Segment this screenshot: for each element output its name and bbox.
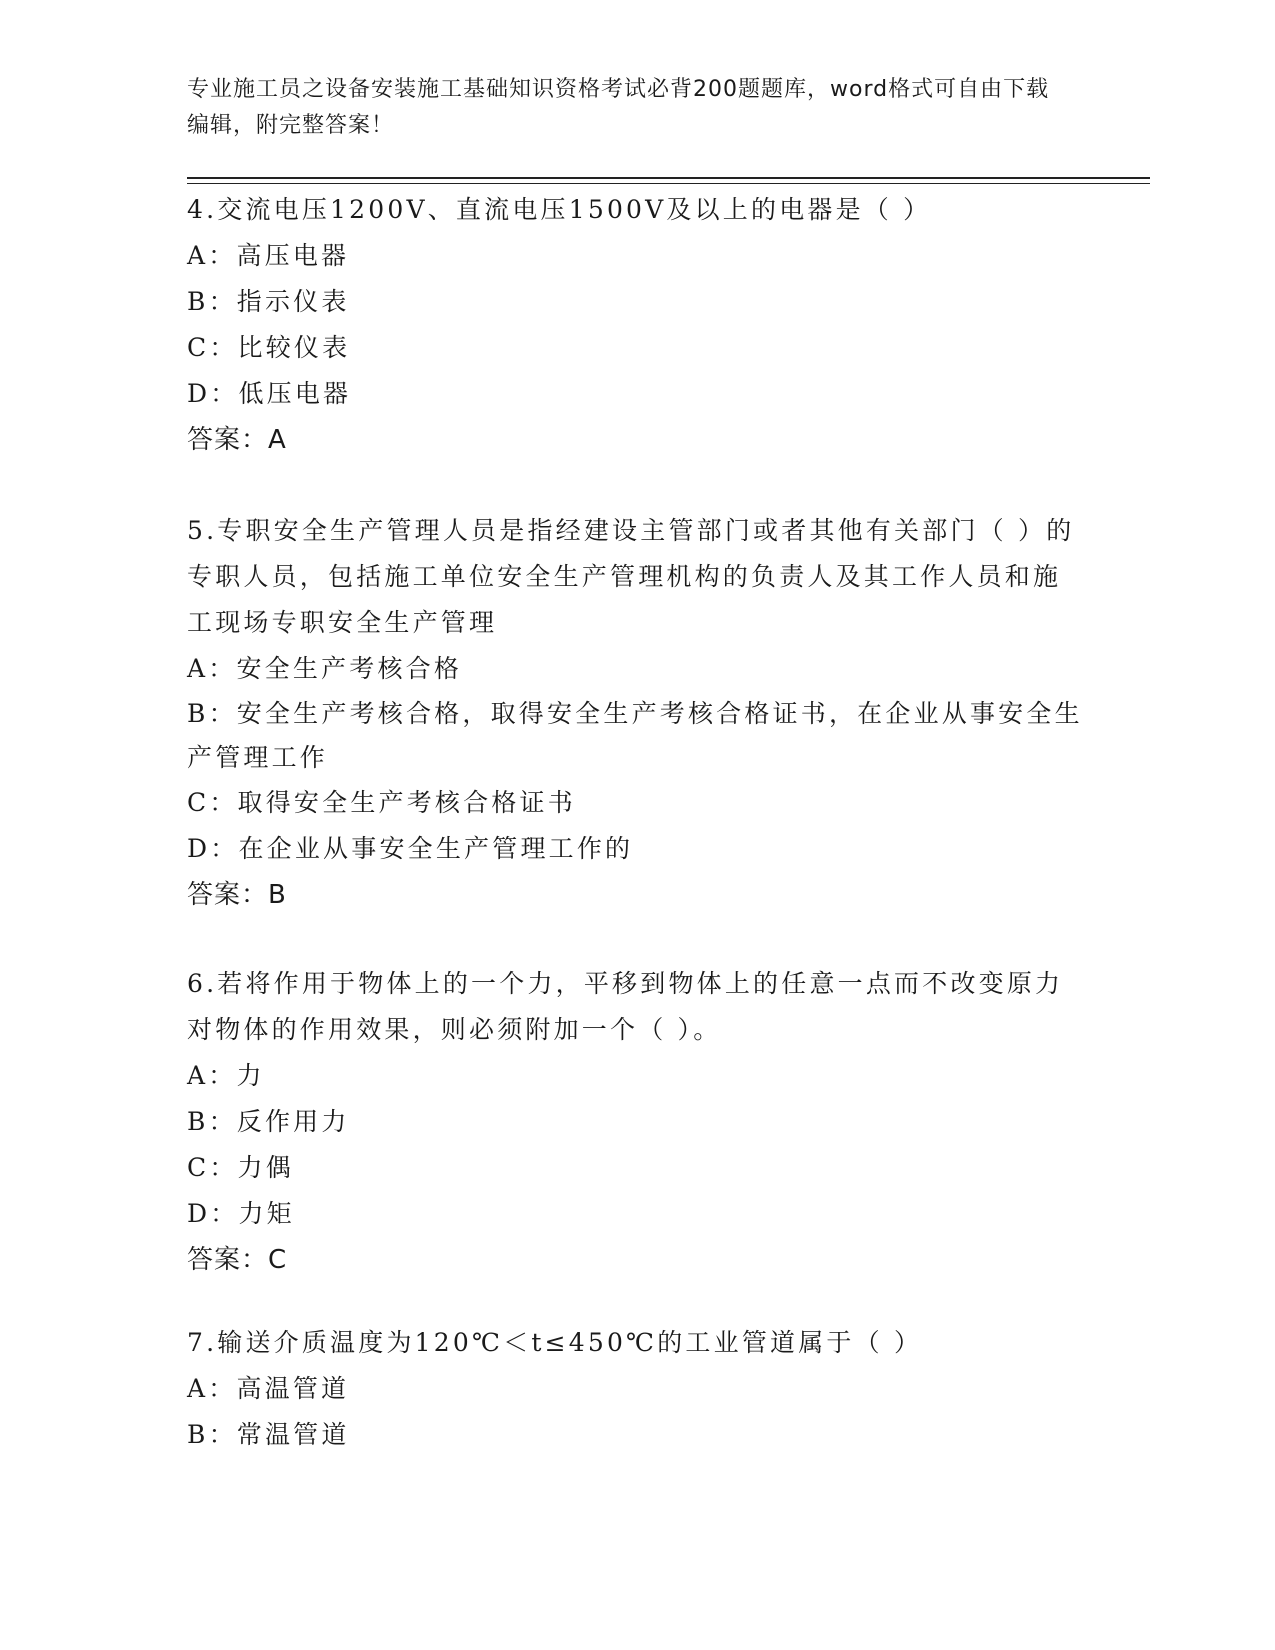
question-6	[187, 961, 1087, 1283]
header-divider	[187, 177, 1150, 179]
option-a: A：安全生产考核合格	[187, 654, 463, 683]
option-b: B：安全生产考核合格，取得安全生产考核合格证书，在企业从事安全生产管理工作	[187, 699, 1083, 772]
option-d: D：低压电器	[187, 379, 352, 408]
option-a: A：力	[187, 1061, 265, 1090]
option-d: D：力矩	[187, 1199, 295, 1228]
option-d: D：在企业从事安全生产管理工作的	[187, 834, 634, 863]
option-c: C：力偶	[187, 1153, 294, 1182]
question-stem: 6.若将作用于物体上的一个力，平移到物体上的任意一点而不改变原力对物体的作用效果，则必须附加一个（ ）。	[187, 969, 1064, 1044]
question-stem: 5.专职安全生产管理人员是指经建设主管部门或者其他有关部门（ ）的专职人员，包括施工单位安全生产管理机构的负责人及其工作人员和施工现场专职安全生产管理	[187, 516, 1075, 637]
question-4	[187, 187, 1087, 463]
answer-label: 答案：C	[187, 1245, 288, 1275]
header-divider-thin	[187, 183, 1150, 184]
answer-label: 答案：A	[187, 425, 287, 455]
option-b: B：指示仪表	[187, 287, 350, 316]
option-b: B：反作用力	[187, 1107, 350, 1136]
option-c: C：比较仪表	[187, 333, 351, 362]
option-c: C：取得安全生产考核合格证书	[187, 788, 576, 817]
option-a: A：高压电器	[187, 241, 350, 270]
answer-label: 答案：B	[187, 880, 287, 910]
option-b: B：常温管道	[187, 1420, 350, 1449]
question-stem: 4.交流电压1200V、直流电压1500V及以上的电器是（ ）	[187, 195, 932, 224]
option-a: A：高温管道	[187, 1374, 350, 1403]
question-5	[187, 508, 1087, 918]
question-7	[187, 1320, 1087, 1458]
document-header: 专业施工员之设备安装施工基础知识资格考试必背200题题库，word格式可自由下载编辑，附完整答案！	[187, 77, 1050, 138]
question-stem: 7.输送介质温度为120℃＜t≤450℃的工业管道属于（ ）	[187, 1328, 923, 1357]
